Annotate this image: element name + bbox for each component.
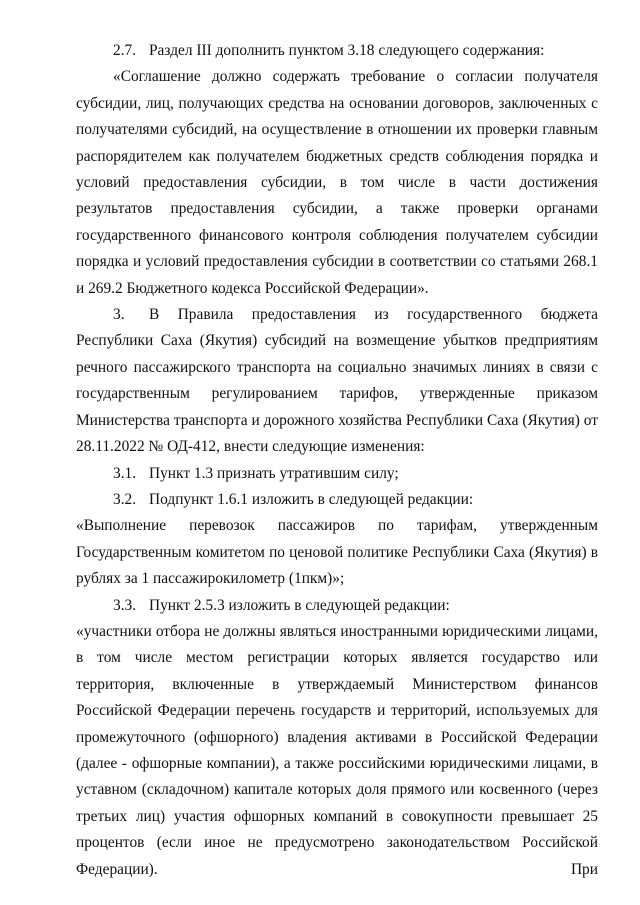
paragraph-text: Подпункт 1.6.1 изложить в следующей редакции: [149,490,474,508]
paragraph-number: 3.1. [113,464,137,482]
paragraph-number: 2.7. [113,42,137,59]
paragraph-text: Пункт 1.3 признать утратившим силу; [149,464,399,482]
paragraph-3-2-quote: «Выполнение перевозок пассажиров по тарифам, утвержденным Государственным комитетом по ценовой политике Республики Саха (Якутия) в рублях за 1 пассажирокилометр (1пкм)»; [76,517,598,588]
paragraph-3-2 [76,487,598,513]
paragraph-3-1 [76,461,598,487]
document-page [76,38,598,883]
paragraph-number: 3.3. [113,596,137,614]
paragraph-3 [76,302,598,460]
paragraph-text: Раздел III дополнить пунктом 3.18 следующего содержания: [149,42,545,59]
paragraph-number: 3. [113,306,125,324]
paragraph-text: Пункт 2.5.3 изложить в следующей редакции: [149,596,450,614]
paragraph-3-3 [76,593,598,619]
paragraph-number: 3.2. [113,490,137,508]
paragraph-2-7 [76,38,598,64]
paragraph-3-3-quote: «участники отбора не должны являться иностранными юридическими лицами, в том числе местом регистрации которых является государство или территория, включенные в утверждаемый Министерством финансов Российской Федерации перечень государств и территорий, используемых для промежуточного (офшорного) владения активами в Российской Федерации (далее - офшорные компании), а также российскими юридическими лицами, в уставном (складочном) капитале которых доля прямого или косвенного (через третьих лиц) участия офшорных компаний в совокупности превышает 25 процентов (если иное не предусмотрено законодательством Российской Федерации). При [76,622,598,878]
paragraph-2-7-quote: «Соглашение должно содержать требование о согласии получателя субсидии, лиц, получающих средства на основании договоров, заключенных с получателями субсидий, на осуществление в отношении их проверки главным распорядителем как получателем бюджетных средств соблюдения порядка и условий предоставления субсидии, в том числе в части достижения результатов предоставления субсидии, а также проверки органами государственного финансового контроля соблюдения получателем субсидии порядка и условий предоставления субсидии в соответствии со статьями 268.1 и 269.2 Бюджетного кодекса Российской Федерации». [76,68,598,297]
paragraph-text: В Правила предоставления из государственного бюджета Республики Саха (Якутия) субсидий на возмещение убытков предприятиям речного пассажирского транспорта на социально значимых линиях в связи с государственным регулированием тарифов, утвержденные приказом Министерства транспорта и дорожного хозяйства Республики Саха (Якутия) от 28.11.2022 № ОД-412, внести следующие изменения: [76,306,598,456]
